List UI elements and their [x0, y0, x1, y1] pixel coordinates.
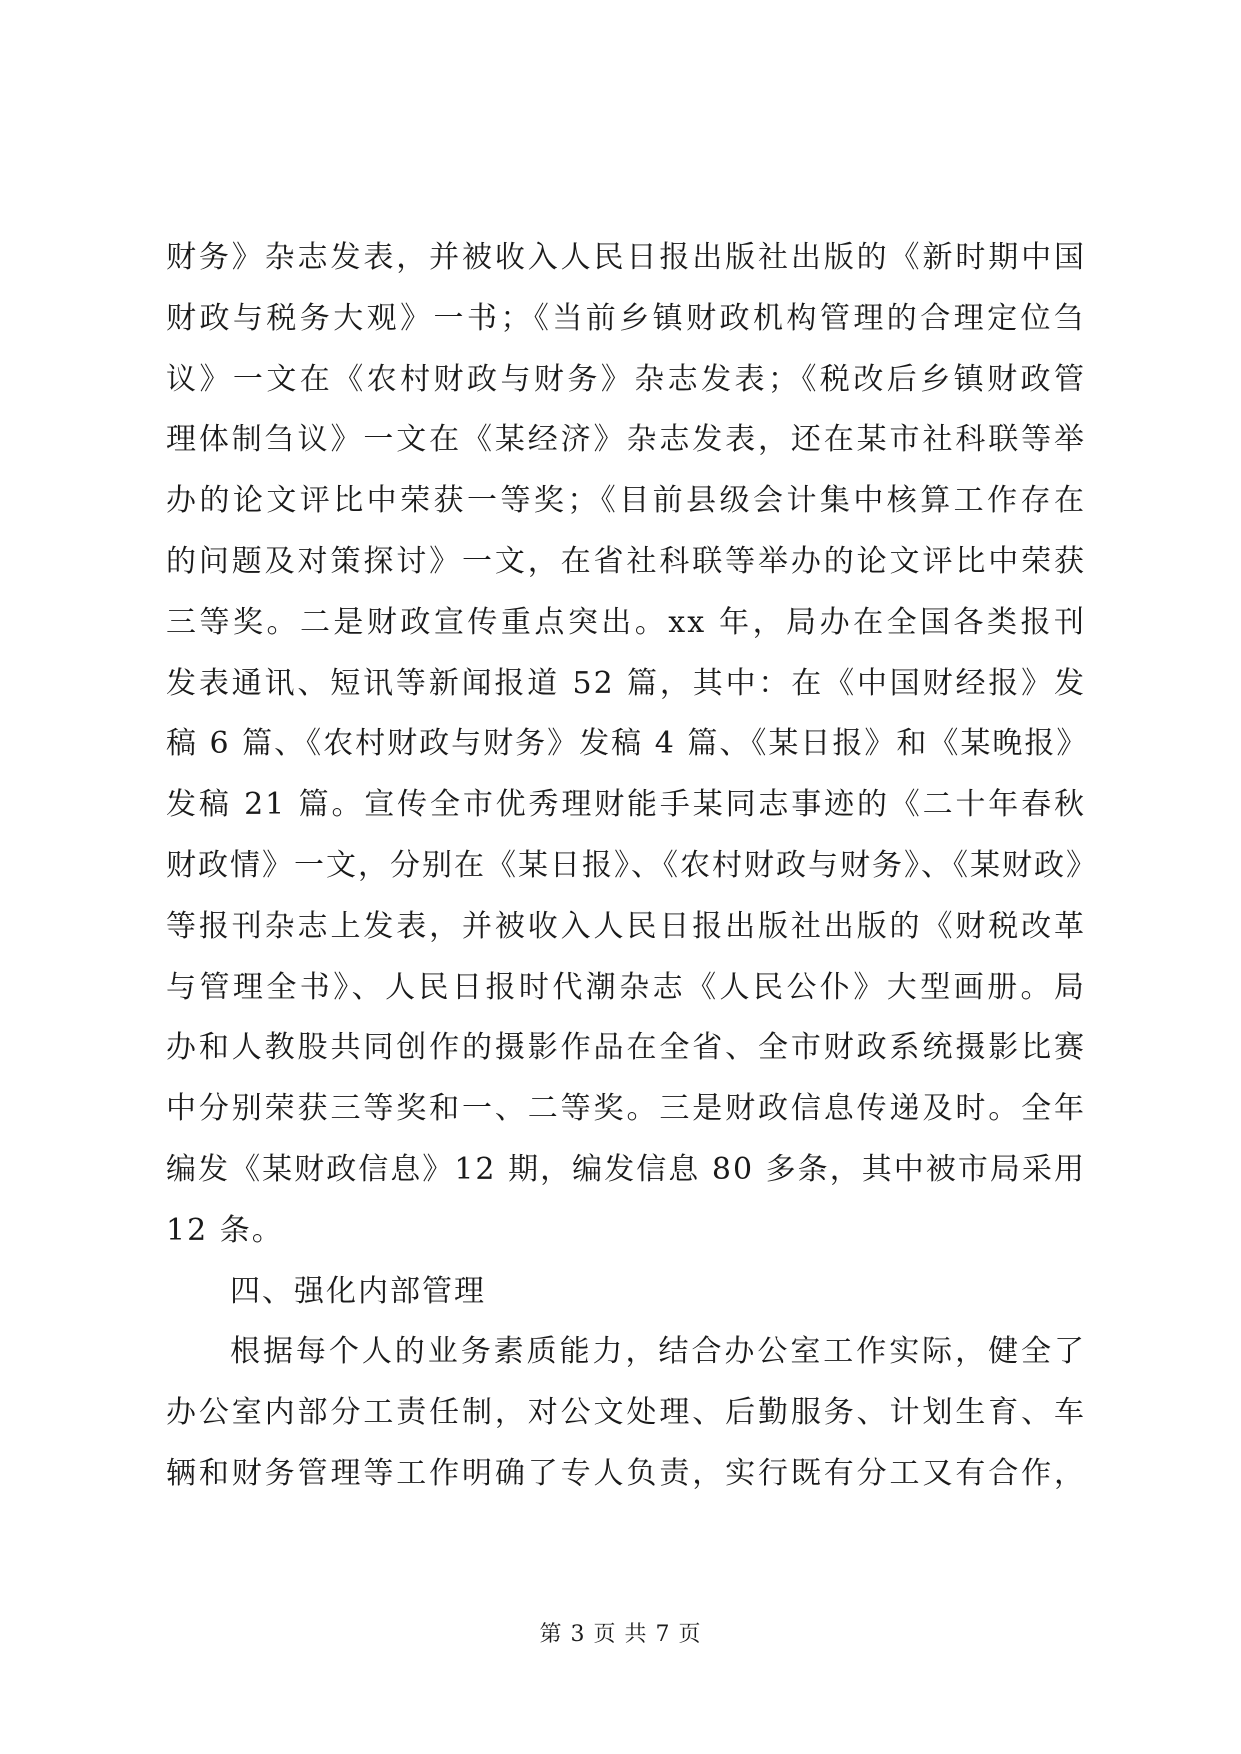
paragraph-line: 办公室内部分工责任制，对公文处理、后勤服务、计划生育、车 — [166, 1395, 1086, 1431]
text-line: 与管理全书》、人民日报时代潮杂志《人民公仆》大型画册。局 — [166, 969, 1086, 1005]
text-line: 编发《某财政信息》12 期，编发信息 80 多条，其中被市局采用 — [166, 1151, 1086, 1187]
page-number: 第 3 页 共 7 页 — [539, 1622, 702, 1647]
text-line: 等报刊杂志上发表，并被收入人民日报出版社出版的《财税改革 — [166, 908, 1086, 944]
text-line: 理体制刍议》一文在《某经济》杂志发表，还在某市社科联等举 — [166, 422, 1086, 458]
text-line: 发表通讯、短讯等新闻报道 52 篇，其中：在《中国财经报》发 — [166, 665, 1086, 701]
text-line: 稿 6 篇、《农村财政与财务》发稿 4 篇、《某日报》和《某晚报》 — [166, 726, 1089, 762]
text-line: 财政情》一文，分别在《某日报》、《农村财政与财务》、《某财政》 — [166, 847, 1098, 883]
text-line: 财务》杂志发表，并被收入人民日报出版社出版的《新时期中国 — [166, 240, 1086, 275]
paragraph-line: 辆和财务管理等工作明确了专人负责，实行既有分工又有合作， — [166, 1455, 1086, 1491]
document-body — [166, 228, 1098, 1505]
text-line: 议》一文在《农村财政与财务》杂志发表；《税改后乡镇财政管 — [166, 361, 1086, 397]
text-line: 办的论文评比中荣获一等奖；《目前县级会计集中核算工作存在 — [166, 483, 1086, 519]
text-line: 三等奖。二是财政宣传重点突出。xx 年，局办在全国各类报刊 — [166, 604, 1086, 640]
section-heading: 四、强化内部管理 — [230, 1273, 486, 1309]
text-line: 中分别荣获三等奖和一、二等奖。三是财政信息传递及时。全年 — [166, 1091, 1086, 1127]
text-line: 办和人教股共同创作的摄影作品在全省、全市财政系统摄影比赛 — [166, 1030, 1086, 1066]
text-line: 12 条。 — [166, 1212, 284, 1248]
text-line: 的问题及对策探讨》一文，在省社科联等举办的论文评比中荣获 — [166, 543, 1086, 579]
paragraph-line: 根据每个人的业务素质能力，结合办公室工作实际，健全了 — [230, 1334, 1086, 1370]
text-line: 发稿 21 篇。宣传全市优秀理财能手某同志事迹的《二十年春秋 — [166, 787, 1086, 823]
text-line: 财政与税务大观》一书；《当前乡镇财政机构管理的合理定位刍 — [166, 300, 1086, 336]
